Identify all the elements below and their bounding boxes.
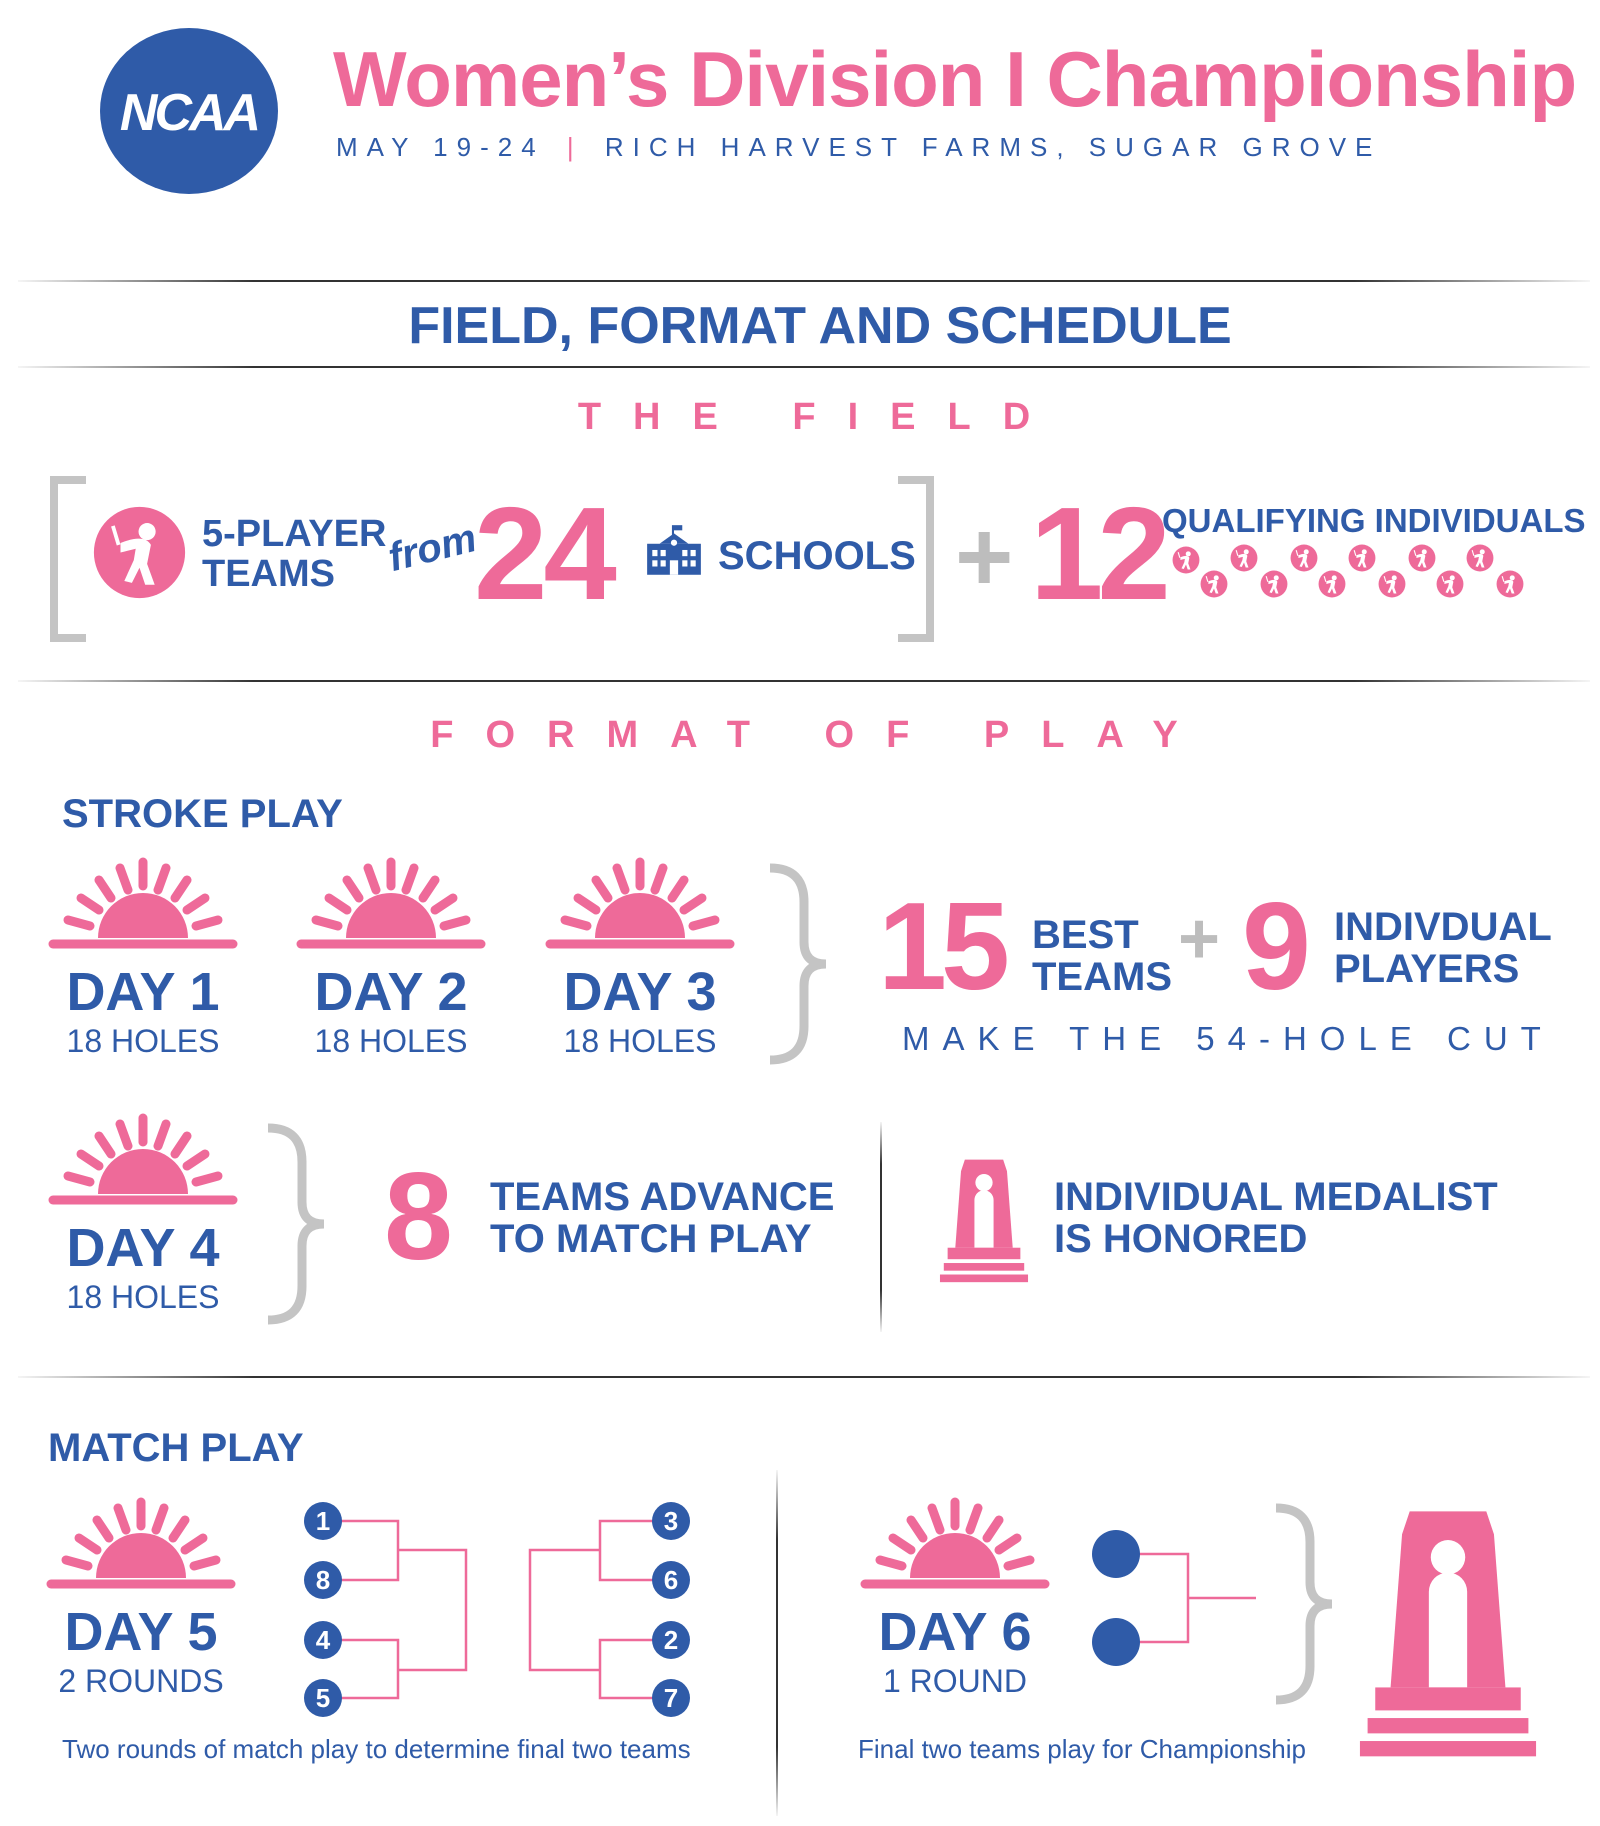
divider: [18, 1376, 1590, 1378]
cut-teams-count: 15: [878, 878, 1004, 1016]
ncaa-logo: [100, 28, 278, 194]
page-title: Women’s Division I Championship: [333, 35, 1577, 123]
cut-players-line1: INDIVDUAL: [1334, 905, 1552, 949]
individual-icons: [1172, 544, 1542, 604]
main-heading: FIELD, FORMAT AND SCHEDULE: [408, 297, 1232, 355]
curly-brace: [764, 862, 834, 1066]
sunrise-icon: [46, 1496, 236, 1596]
trophy-icon: [936, 1152, 1032, 1286]
day-4: [48, 1112, 238, 1316]
golfer-icon: [1260, 570, 1288, 598]
field-heading: THE FIELD: [577, 396, 1063, 438]
day-3: [545, 856, 735, 1060]
seed-badge: 6: [652, 1561, 690, 1599]
schools-label: SCHOOLS: [718, 534, 916, 578]
day-3-holes: 18 HOLES: [563, 1023, 717, 1059]
day-3-title: DAY 3: [563, 962, 717, 1022]
individuals-count: 12: [1030, 480, 1165, 627]
day-2: [296, 856, 486, 1060]
seed-badge: 3: [652, 1502, 690, 1540]
golfer-icon: [1318, 570, 1346, 598]
sunrise-icon: [48, 1112, 238, 1212]
final-bracket: [1090, 1530, 1260, 1670]
sunrise-icon: [48, 856, 238, 956]
curly-brace: [262, 1122, 332, 1326]
match-play-caption-left: Two rounds of match play to determine final two teams: [62, 1734, 691, 1764]
divider: [18, 366, 1590, 368]
advance-line1: TEAMS ADVANCE: [490, 1175, 835, 1219]
subtitle-separator: |: [566, 132, 583, 162]
curly-brace: [1270, 1502, 1340, 1706]
divider: [18, 680, 1590, 682]
golfer-icon: [92, 505, 187, 600]
golfer-icon: [1408, 544, 1436, 572]
right-bracket: [898, 476, 934, 642]
vertical-divider: [880, 1122, 882, 1332]
match-play-caption-right: Final two teams play for Championship: [858, 1734, 1306, 1764]
vertical-divider: [776, 1470, 778, 1816]
trophy-icon: [1352, 1496, 1544, 1764]
seed-badge: 8: [304, 1561, 342, 1599]
day-5-title: DAY 5: [64, 1602, 218, 1662]
seed-badge: 2: [652, 1621, 690, 1659]
teams-label: [202, 514, 386, 594]
advance-label: [490, 1176, 834, 1260]
subtitle: [336, 132, 1381, 163]
golfer-icon: [1466, 544, 1494, 572]
day-1-title: DAY 1: [66, 962, 220, 1022]
day-6: [860, 1496, 1050, 1700]
day-2-title: DAY 2: [314, 962, 468, 1022]
cut-teams-label: [1032, 914, 1172, 998]
seed-badge: 4: [304, 1621, 342, 1659]
medalist-label: [1054, 1176, 1498, 1260]
cut-caption: MAKE THE 54-HOLE CUT: [902, 1020, 1554, 1057]
seed-badge: 1: [304, 1502, 342, 1540]
golfer-icon: [1496, 570, 1524, 598]
golfer-icon: [1436, 570, 1464, 598]
advance-line2: TO MATCH PLAY: [490, 1217, 812, 1261]
golfer-icon: [1378, 570, 1406, 598]
individuals-label: QUALIFYING INDIVIDUALS: [1162, 502, 1586, 539]
day-1: [48, 856, 238, 1060]
format-heading: FORMAT OF PLAY: [430, 714, 1210, 756]
left-bracket: [50, 476, 86, 642]
cut-teams-line1: BEST: [1032, 913, 1139, 957]
golfer-icon: [1172, 546, 1200, 574]
day-5: [46, 1496, 236, 1700]
golfer-icon: [1200, 570, 1228, 598]
day-6-title: DAY 6: [878, 1602, 1032, 1662]
seed-badge: 5: [304, 1679, 342, 1717]
stroke-play-label: STROKE PLAY: [62, 792, 343, 836]
day-5-rounds: 2 ROUNDS: [58, 1663, 224, 1699]
golfer-icon: [1290, 544, 1318, 572]
golfer-icon: [1230, 544, 1258, 572]
cut-teams-line2: TEAMS: [1032, 955, 1172, 999]
teams-label-line2: TEAMS: [202, 553, 335, 595]
sunrise-icon: [860, 1496, 1050, 1596]
schools-count: 24: [474, 480, 613, 627]
cut-plus-sign: +: [1178, 899, 1221, 979]
day-4-title: DAY 4: [66, 1218, 220, 1278]
from-label: from: [383, 515, 481, 581]
day-1-holes: 18 HOLES: [66, 1023, 220, 1059]
sunrise-icon: [545, 856, 735, 956]
cut-players-label: [1334, 906, 1552, 990]
cut-players-line2: PLAYERS: [1334, 947, 1520, 991]
plus-sign: +: [955, 501, 1014, 613]
medalist-line1: INDIVIDUAL MEDALIST: [1054, 1175, 1498, 1219]
cut-players-count: 9: [1242, 878, 1311, 1016]
day-6-rounds: 1 ROUND: [882, 1663, 1027, 1699]
match-play-label: MATCH PLAY: [48, 1426, 304, 1470]
day-4-holes: 18 HOLES: [66, 1279, 220, 1315]
ncaa-logo-text: NCAA: [119, 84, 259, 142]
day-2-holes: 18 HOLES: [314, 1023, 468, 1059]
teams-label-line1: 5-PLAYER: [202, 513, 387, 555]
medalist-line2: IS HONORED: [1054, 1217, 1308, 1261]
event-dates: MAY 19-24: [336, 132, 545, 162]
sunrise-icon: [296, 856, 486, 956]
advance-count: 8: [384, 1148, 453, 1286]
seed-badge: 7: [652, 1679, 690, 1717]
golfer-icon: [1348, 544, 1376, 572]
event-venue: RICH HARVEST FARMS, SUGAR GROVE: [604, 132, 1382, 162]
divider: [18, 280, 1590, 282]
school-icon: [643, 525, 705, 577]
